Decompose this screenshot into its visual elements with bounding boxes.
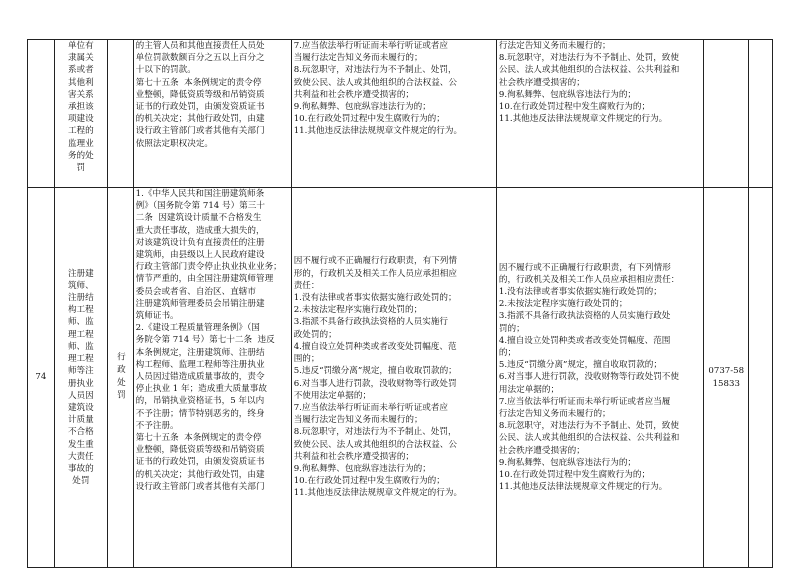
cell-liability [291,40,496,188]
text-line: 3.指派不具备行政执法资格的人员实施行 [293,317,448,328]
text-line: 15833 [712,378,740,389]
text-line: 本条例规定，注册建筑师、注册结 [135,347,265,358]
text-line: 3.指派不具备行政执法资格的人员实施行政处 [498,311,671,322]
text-line: 用法定单据的； [498,384,560,395]
text-line: 系或者 [67,65,94,76]
contact-phone [706,365,746,389]
text-line: 务院令第 714 号）第七十二条 违反 [135,335,275,346]
cell-type [108,188,134,568]
text-line: 行政主管部门责令停止执业执业业务； [135,262,282,273]
text-line: 政处罚的； [293,329,337,340]
text-line: 筑师证书。 [135,311,179,322]
text-line: 依照法定职权决定。 [135,138,214,149]
text-line: 注册建筑师管理委员会吊销注册建 [135,298,265,309]
text-line: 罚的； [498,323,525,334]
text-line: 第七十五条 本条例规定的责令停 [135,433,262,444]
cell-remark [749,40,773,188]
cell-accountability [496,188,703,568]
basis-text [136,188,289,493]
text-line: 8.玩忽职守，对违法行为不予制止、处罚，致使 [498,53,679,64]
text-line: 因不履行或不正确履行行政职责，有下列情 [293,256,457,267]
text-line: 不予注册。 [135,420,179,431]
cell-phone [704,40,749,188]
text-line: 务的处 [67,150,94,161]
subject-text [57,268,105,488]
text-line: 单位有 [67,41,94,51]
text-line: 社会秩序遭受损害的； [498,445,585,456]
text-line: 6.对当事人进行罚款，没收财物等行政处罚不使 [498,372,679,383]
text-line: 围的； [293,354,320,365]
text-line: 情节严重的，由全国注册建筑师管理 [135,274,274,285]
text-line: 的机关决定；其他行政处罚，由建 [135,114,265,125]
cell-basis [133,188,291,568]
text-line: 罚 [76,163,86,174]
text-line: 事故的 [67,463,94,474]
text-line: 师、监 [67,317,94,328]
text-line: 5.违反“罚缴分离”规定，擅自收取罚款的； [293,366,457,377]
text-line: 行法定告知义务而未履行的； [498,41,611,51]
text-line: 处罚 [72,476,90,487]
text-line: 形的，行政机关及相关工作人员应承担相应 [293,268,457,279]
text-line: 2.《建设工程质量管理条例》（国 [135,323,260,334]
text-line: 共利益和社会秩序遭受损害的； [293,89,415,100]
text-line: 不合格 [67,427,94,438]
text-line: 册执业 [67,378,94,389]
text-line: 致使公民、法人或其他组织的合法权益、公 [293,77,457,88]
text-line: 证书的行政处罚，由颁发资质证书 [135,457,265,468]
text-line: 9.徇私舞弊、包庇纵容违法行为的； [293,463,431,474]
text-line: 人员因 [67,390,94,401]
text-line: 证书的行政处罚，由颁发资质证书 [135,102,265,113]
text-line: 隶属关 [67,53,94,64]
text-line: 9.徇私舞弊、包庇纵容违法行为的； [498,89,637,100]
text-line: 当履行法定告知义务而未履行的； [293,53,423,64]
text-line: 建筑师，由县级以上人民政府建设 [135,250,265,261]
text-line: 业整顿，降低资质等级和吊销资质 [135,89,265,100]
cell-liability [291,188,496,568]
text-line: 项建设 [67,114,94,125]
text-line: 不予注册；情节特别恶劣的，终身 [135,408,265,419]
text-line: 8.玩忽职守，对违法行为不予制止、处罚， [293,65,457,76]
text-line: 9.徇私舞弊、包庇纵容违法行为的； [293,102,431,113]
power-type: 行政处罚 [115,352,126,403]
text-line: 害关系 [67,89,94,100]
text-line: 的机关决定；其他行政处罚，由建 [135,469,265,480]
accountability-text [499,262,701,494]
text-line: 计质量 [67,415,94,426]
cell-phone [704,188,749,568]
text-line: 10.在行政处罚过程中发生腐败行为的； [498,470,651,481]
text-line: 工程的 [67,126,94,137]
text-line: 11.其他违反法律法规规章文件规定的行为。 [498,114,668,125]
text-line: 公民、法人或其他组织的合法权益、公共利益和 [498,433,680,444]
text-line: 1.没有法律或者事实依据实施行政处罚的； [498,286,662,297]
text-line: 构工程 [67,305,94,316]
text-line: 因不履行或不正确履行行政职责，有下列情形 [498,262,671,273]
text-line: 致使公民、法人或其他组织的合法权益、公 [293,439,457,450]
text-line: 不使用法定单据的； [293,390,372,401]
text-line: 的主管人员和其他直接责任人员处 [135,41,265,51]
accountability-text [499,40,701,125]
text-line: 建筑设 [67,402,94,413]
text-line: 对该建筑设计负有直接责任的注册 [135,237,265,248]
cell-subject [54,188,107,568]
text-line: 承担该 [67,102,94,113]
text-line: 11.其他违反法律法规规章文件规定的行为。 [293,488,463,499]
text-line: 10.在行政处罚过程中发生腐败行为的； [498,102,651,113]
text-line: 1.没有法律或者事实依据实施行政处罚的； [293,293,457,304]
text-line: 人员因过错造成质量事故的，责令 [135,372,265,383]
text-line: 11.其他违反法律法规规章文件规定的行为。 [498,482,668,493]
text-line: 注册结 [67,293,94,304]
text-line: 7.应当依法举行听证而未举行听证或者应 [293,41,448,51]
text-line: 大责任 [67,451,94,462]
text-line: 委员会或者省、自治区、直辖市 [135,286,256,297]
text-line: 0737-58 [708,366,745,377]
table-row [28,188,773,568]
text-line: 理工程 [67,329,94,340]
text-line: 筑师、 [67,280,94,291]
cell-subject [54,40,107,188]
text-line: 的； [498,347,517,358]
liability-text [294,40,494,138]
text-line: 业整顿，降低资质等级和吊销资质 [135,445,265,456]
text-line: 社会秩序遭受损害的； [498,77,585,88]
text-line: 的，行政机关及相关工作人员应承担相应责任： [498,274,680,285]
text-line: 11.其他违反法律法规规章文件规定的行为。 [293,126,463,137]
text-line: 5.违反“罚缴分离”规定，擅自收取罚款的； [498,360,662,371]
cell-number [28,40,55,188]
text-line: 2.未按法定程序实施行政处罚的； [498,299,628,310]
text-line: 构工程师、监理工程师等注册执业 [135,359,265,370]
text-line: 7.应当依法举行听证而未举行听证或者应当履 [498,396,671,407]
cell-accountability [496,40,703,188]
text-line: 例》（国务院令第 714 号）第三十 [135,201,265,212]
text-line: 4.擅自设立处罚种类或者改变处罚幅度、范围 [498,335,671,346]
text-line: 其他利 [67,77,94,88]
text-line: 2.未按法定程序实施行政处罚的； [293,305,423,316]
text-line: 监理业 [67,138,94,149]
basis-text [136,40,289,150]
text-line: 师、监 [67,341,94,352]
text-line: 当履行法定告知义务而未履行的； [293,415,423,426]
text-line: 1.《中华人民共和国注册建筑师条 [135,189,265,199]
text-line: 设行政主管部门或者其他有关部门 [135,126,265,137]
table-row [28,40,773,188]
text-line: 10.在行政处罚过程中发生腐败行为的； [293,476,445,487]
text-line: 7.应当依法举行听证而未举行听证或者应 [293,402,448,413]
text-line: 4.擅自设立处罚种类或者改变处罚幅度、范 [293,341,457,352]
text-line: 重大责任事故，造成重大损失的， [135,225,265,236]
text-line: 停止执业 1 年；造成重大质量事故 [135,384,267,395]
text-line: 单位罚款数额百分之五以上百分之 [135,53,265,64]
text-line: 发生重 [67,439,94,450]
text-line: 第七十五条 本条例规定的责令停 [135,77,262,88]
text-line: 注册建 [67,268,94,279]
text-line: 责任： [293,280,320,291]
text-line: 十以下的罚款。 [135,65,196,76]
text-line: 6.对当事人进行罚款，没收财物等行政处罚 [293,378,457,389]
text-line: 公民、法人或其他组织的合法权益、公共利益和 [498,65,680,76]
text-line: 共利益和社会秩序遭受损害的； [293,451,415,462]
text-line: 的，吊销执业资格证书，5 年以内 [135,396,265,407]
text-line: 8.玩忽职守，对违法行为不予制止、处罚，致使 [498,421,679,432]
text-line: 二条 因建筑设计质量不合格发生 [135,213,262,224]
text-line: 8.玩忽职守，对违法行为不予制止、处罚， [293,427,457,438]
power-list-table [27,39,773,568]
liability-text [294,255,494,499]
cell-type [108,40,134,188]
subject-text [57,40,105,174]
text-line: 师等注 [67,366,94,377]
cell-remark [749,188,773,568]
text-line: 9.徇私舞弊、包庇纵容违法行为的； [498,457,637,468]
text-line: 10.在行政处罚过程中发生腐败行为的； [293,114,445,125]
text-line: 行法定告知义务而未履行的； [498,409,611,419]
text-line: 理工程 [67,354,94,365]
cell-basis [133,40,291,188]
text-line: 设行政主管部门或者其他有关部门 [135,481,265,492]
row-number: 74 [28,188,55,568]
